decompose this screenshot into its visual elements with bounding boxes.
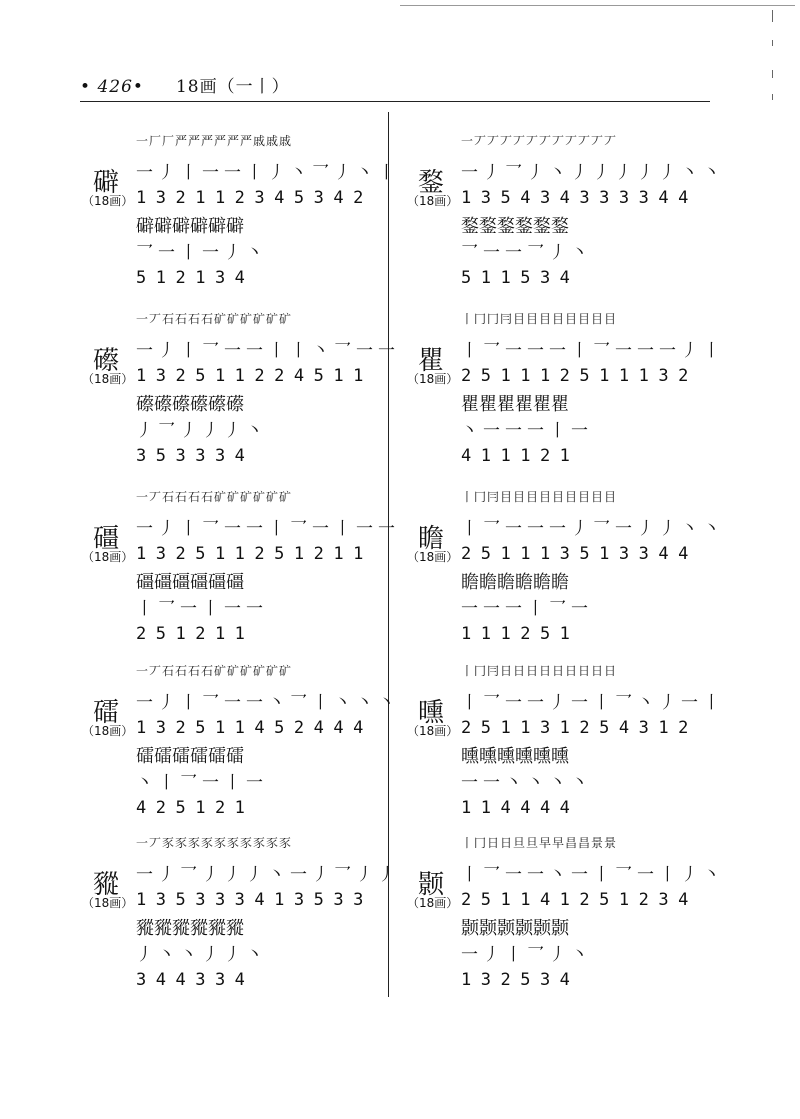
- page-number: 426: [97, 77, 133, 97]
- entry: [80, 130, 420, 320]
- entry: [405, 308, 745, 498]
- stroke-shapes-row-2: 一丿丨乛丿丶: [461, 945, 593, 965]
- entry: [405, 660, 745, 850]
- stroke-forms-row: 一丆豕豕豕豕豕豕豕豕豕豕: [136, 836, 293, 850]
- stroke-shapes-row: 一丿丨一一丨丿丶乛丿丶丨: [136, 163, 400, 183]
- stroke-forms-row: 一丆石石石石矿矿矿矿矿矿: [136, 664, 293, 678]
- entry: [405, 832, 745, 1022]
- entry-char: 礓: [92, 524, 119, 554]
- stroke-shapes-row-2: 丿丶丶丿丿丶: [136, 945, 268, 965]
- stroke-count-label: （18画）: [407, 372, 459, 386]
- stroke-numbers-row-2: 251211: [136, 624, 255, 644]
- entry: [80, 660, 420, 850]
- stroke-shapes-row-2: 丿乛丿丿丿丶: [136, 421, 268, 441]
- stroke-forms-row-2: 曛曛曛曛曛曛: [461, 746, 569, 767]
- entry-char: 豵: [92, 870, 119, 900]
- stroke-shapes-row: 一丿丨乛一一丨乛一丨一一: [136, 519, 400, 539]
- stroke-numbers-row: 132112345342: [136, 188, 373, 208]
- stroke-count-label: （18画）: [82, 724, 134, 738]
- entry-char: 瞿: [417, 346, 444, 376]
- entry-char: 瞻: [417, 524, 444, 554]
- stroke-shapes-row: 丨乛一一丿一丨乛丶丿一丨: [461, 693, 725, 713]
- stroke-forms-row-2: 礌礌礌礌礌礌: [136, 746, 244, 767]
- stroke-forms-row-2: 瞻瞻瞻瞻瞻瞻: [461, 572, 569, 593]
- stroke-forms-row: 丨冂冂冃目目目目目目目目: [461, 312, 618, 326]
- stroke-numbers-row-2: 344334: [136, 970, 255, 990]
- stroke-numbers-row: 251131254312: [461, 718, 698, 738]
- stroke-shapes-row-2: 丶丨乛一丨一: [136, 773, 268, 793]
- stroke-forms-row-2: 颢颢颢颢颢颢: [461, 918, 569, 939]
- stroke-shapes-row: 丨乛一一一丨乛一一一丿丨: [461, 341, 725, 361]
- entry: [405, 130, 745, 320]
- header-rule: [80, 101, 710, 102]
- entry-char: 颢: [417, 870, 444, 900]
- stroke-numbers-row-2: 425121: [136, 798, 255, 818]
- stroke-forms-row: 一丆石石石石矿矿矿矿矿矿: [136, 490, 293, 504]
- stroke-count-label: （18画）: [407, 550, 459, 564]
- stroke-numbers-row: 135333413533: [136, 890, 373, 910]
- header-dot-right: •: [132, 77, 144, 97]
- page-header: [80, 72, 720, 100]
- stroke-shapes-row: 丨乛一一丶一丨乛一丨丿丶: [461, 865, 725, 885]
- stroke-numbers-row: 132511452444: [136, 718, 373, 738]
- stroke-numbers-row: 251141251234: [461, 890, 698, 910]
- stroke-forms-row-2: 礤礤礤礤礤礤: [136, 394, 244, 415]
- stroke-numbers-row-2: 114444: [461, 798, 580, 818]
- stroke-numbers-row-2: 132534: [461, 970, 580, 990]
- stroke-forms-row-2: 瞿瞿瞿瞿瞿瞿: [461, 394, 569, 415]
- top-edge-rule: [400, 5, 795, 6]
- stroke-count-label: （18画）: [82, 372, 134, 386]
- stroke-shapes-row-2: 一一一丨乛一: [461, 599, 593, 619]
- entry-char: 鍪: [417, 168, 444, 198]
- stroke-forms-row: 丨冂冃目目目目目目目目目: [461, 490, 618, 504]
- stroke-shapes-row-2: 一一丶丶丶丶: [461, 773, 593, 793]
- margin-marks: [770, 10, 776, 100]
- stroke-shapes-row: 一丿丨乛一一丨丨丶乛一一: [136, 341, 400, 361]
- stroke-count-label: （18画）: [407, 896, 459, 910]
- entry: [80, 486, 420, 676]
- entry-char: 礤: [92, 346, 119, 376]
- stroke-shapes-row: 丨乛一一一丿乛一丿丿丶丶: [461, 519, 725, 539]
- stroke-numbers-row: 251112511132: [461, 366, 698, 386]
- section-title: 18画（一丨）: [175, 77, 290, 97]
- stroke-forms-row: 丨冂冃日日日日日日日日日: [461, 664, 618, 678]
- stroke-numbers-row: 132511224511: [136, 366, 373, 386]
- stroke-count-label: （18画）: [82, 550, 134, 564]
- stroke-shapes-row-2: 丶一一一丨一: [461, 421, 593, 441]
- stroke-shapes-row: 一丿丨乛一一丶乛丨丶丶丶: [136, 693, 400, 713]
- stroke-forms-row-2: 礔礔礔礔礔礔: [136, 216, 244, 237]
- entry: [80, 308, 420, 498]
- stroke-forms-row: 一丆丆丆丆丆丆丆丆丆丆丆: [461, 134, 618, 148]
- stroke-forms-row: 一厂厂严严严严严严戚戚戚: [136, 134, 293, 148]
- stroke-numbers-row-2: 111251: [461, 624, 580, 644]
- stroke-count-label: （18画）: [407, 194, 459, 208]
- stroke-numbers-row-2: 411121: [461, 446, 580, 466]
- entry-char: 礌: [92, 698, 119, 728]
- stroke-numbers-row-2: 512134: [136, 268, 255, 288]
- stroke-forms-row: 丨冂日日旦旦早早昌昌景景: [461, 836, 618, 850]
- entry: [405, 486, 745, 676]
- stroke-count-label: （18画）: [82, 896, 134, 910]
- stroke-numbers-row-2: 511534: [461, 268, 580, 288]
- stroke-numbers-row: 251113513344: [461, 544, 698, 564]
- stroke-forms-row-2: 礓礓礓礓礓礓: [136, 572, 244, 593]
- entry-char: 曛: [417, 698, 444, 728]
- stroke-forms-row: 一丆石石石石矿矿矿矿矿矿: [136, 312, 293, 326]
- stroke-forms-row-2: 豵豵豵豵豵豵: [136, 918, 244, 939]
- stroke-shapes-row-2: 丨乛一丨一一: [136, 599, 268, 619]
- entry: [80, 832, 420, 1022]
- entry-char: 礔: [92, 168, 119, 198]
- stroke-forms-row-2: 鍪鍪鍪鍪鍪鍪: [461, 216, 569, 237]
- stroke-count-label: （18画）: [407, 724, 459, 738]
- header-dot-left: •: [80, 77, 92, 97]
- stroke-numbers-row: 135434333344: [461, 188, 698, 208]
- stroke-numbers-row-2: 353334: [136, 446, 255, 466]
- stroke-shapes-row-2: 乛一丨一丿丶: [136, 243, 268, 263]
- stroke-numbers-row: 132511251211: [136, 544, 373, 564]
- stroke-shapes-row-2: 乛一一乛丿丶: [461, 243, 593, 263]
- stroke-shapes-row: 一丿乛丿丿丿丶一丿乛丿丿: [136, 865, 400, 885]
- stroke-count-label: （18画）: [82, 194, 134, 208]
- stroke-shapes-row: 一丿乛丿丶丿丿丿丿丿丶丶: [461, 163, 725, 183]
